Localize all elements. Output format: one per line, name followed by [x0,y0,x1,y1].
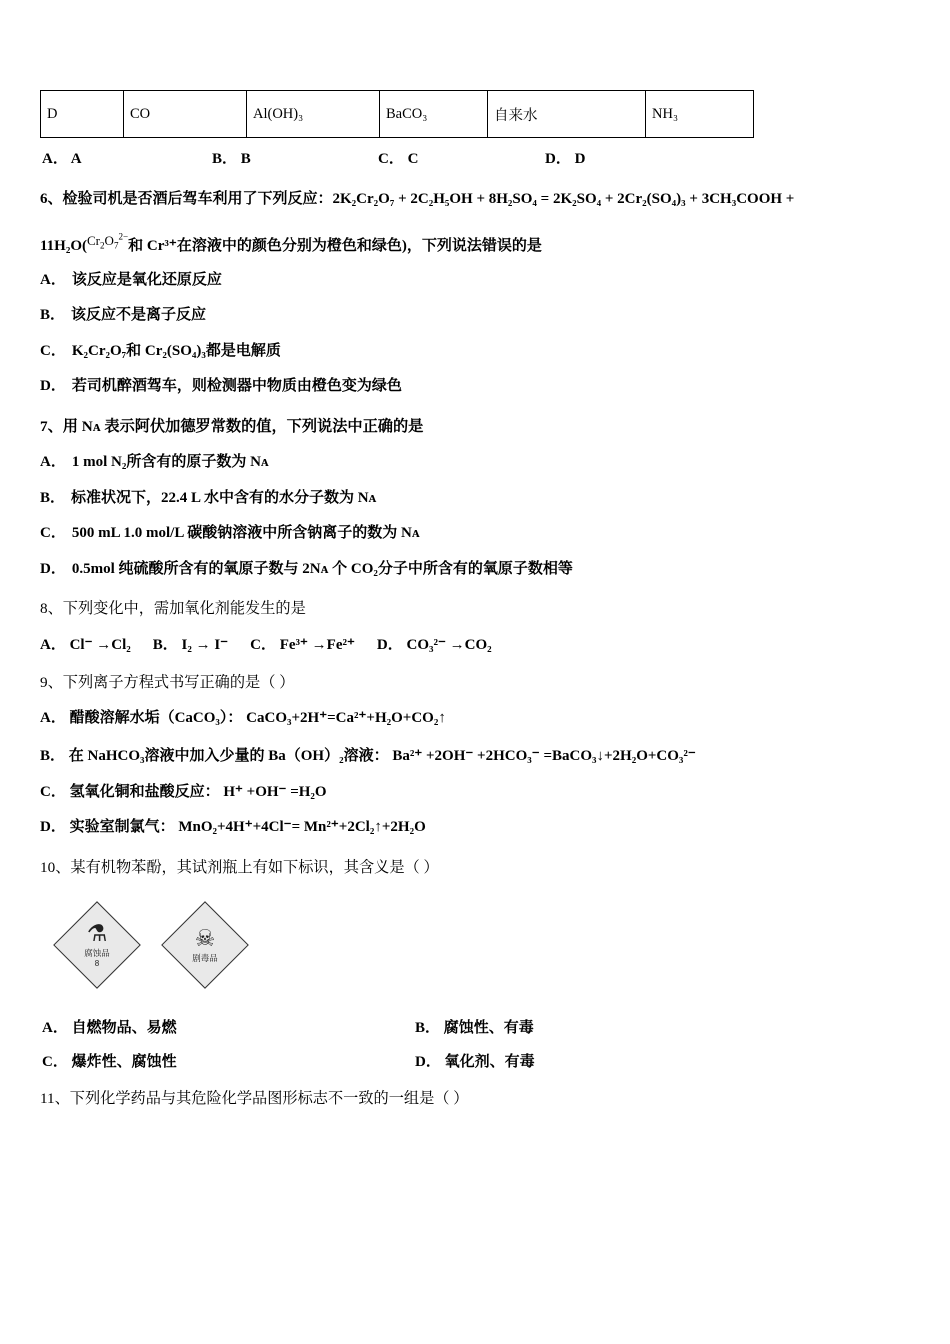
option-label: A． [40,454,66,471]
option-text: 标准状况下，22.4 L 水中含有的水分子数为 Nᴀ [71,489,377,506]
question-7-option-c [40,522,910,545]
question-6-option-d [40,375,910,398]
option-text: 1 mol N₂所含有的原子数为 Nᴀ [71,454,269,471]
option-text: 该反应不是离子反应 [71,307,207,324]
question-9-option-c: C． 氢氧化铜和盐酸反应： H⁺ +OH⁻ =H₂O [40,783,327,800]
question-6-stem-line2 [40,231,910,256]
toxic-hazard-symbol [162,902,248,988]
table-cell-label: D [41,91,124,138]
document-content [40,90,910,1111]
option-text: 氧化剂、有毒 [444,1054,535,1071]
hazard-label: 剧毒品 [192,952,218,963]
question-10-options-row-1 [40,1016,910,1036]
option-text: 0.5mol 纯硫酸所含有的氧原子数与 2Nᴀ 个 CO₂分子中所含有的氧原子数相等 [71,560,573,577]
option-text: 500 mL 1.0 mol/L 碳酸钠溶液中所含钠离子的数为 Nᴀ [71,525,420,542]
option-label: C． [42,1054,68,1071]
option-text: 自燃物品、易燃 [71,1020,177,1037]
option-label: B． [415,1020,441,1037]
question-10-option-a [42,1016,177,1037]
answer-option-a: A． A [42,151,82,167]
question-10-option-b [415,1016,534,1037]
question-9-option-b: B． 在 NaHCO₃溶液中加入少量的 Ba（OH）₂溶液： Ba²⁺ +2OH⁻ +2HCO₃⁻ =BaCO₃↓+2H₂O+CO₃²⁻ [40,747,696,764]
option-text: 腐蚀性、有毒 [443,1020,534,1037]
diamond-content [54,902,140,988]
question-7-stem: 7、用 Nᴀ 表示阿伏加德罗常数的值，下列说法中正确的是 [40,417,424,435]
question-7-option-d [40,558,910,581]
question-10-stem: 10、某有机物苯酚，其试剂瓶上有如下标识，其含义是（ ） [40,858,439,876]
option-label: A． [40,271,66,288]
option-label: D． [40,378,66,395]
skull-icon: ☠ [194,924,216,951]
answer-option-c: C． C [378,151,419,167]
option-text: 爆炸性、腐蚀性 [71,1054,177,1071]
option-label: D． [40,560,66,577]
question-6-option-a [40,269,910,292]
question-9-stem: 9、下列离子方程式书写正确的是（ ） [40,673,295,691]
corrosive-icon: ⚗ [86,920,108,947]
question-10-option-c [42,1050,177,1071]
options-table [40,90,754,138]
question-7-option-b [40,487,910,510]
option-label: C． [40,342,66,359]
table-row [41,91,754,138]
table-cell-tapwater: 自来水 [488,91,646,138]
option-label: D． [415,1054,441,1071]
question-6-stem-line1: 6、检验司机是否酒后驾车利用了下列反应：2K₂Cr₂O₇ + 2C₂H₅OH + 8H₂SO₄ = 2K₂SO₄ + 2Cr₂(SO₄)₃ + 3CH₃COOH + [40,191,795,207]
question-8-option-b: B． I₂ → I⁻ [152,636,229,653]
question-10-option-d [415,1050,535,1071]
option-text: 该反应是氧化还原反应 [71,271,222,288]
question-6-stem-prefix: 11H₂O( [40,238,87,254]
hazard-class-number: 8 [94,959,100,969]
option-label: B． [40,307,66,324]
corrosive-hazard-symbol [54,902,140,988]
table-cell-baco3: BaCO₃ [380,91,488,138]
option-label: A． [42,1020,68,1037]
option-label: B． [40,489,66,506]
question-8-option-a: A． Cl⁻ →Cl₂ [40,636,131,653]
hazard-symbol-group [40,897,910,1002]
question-6-option-c [40,340,910,363]
question-8-option-d: D． CO₃²⁻ →CO₂ [376,636,492,653]
question-10-options-row-2 [40,1050,910,1070]
option-text: 若司机醉酒驾车，则检测器中物质由橙色变为绿色 [71,378,402,395]
question-8-options [40,633,910,654]
question-7-option-a [40,451,910,474]
table-answer-row [40,147,910,167]
answer-option-d: D． D [545,151,586,167]
dichromate-ion-formula: $Cr_2O_7^{2-}$ [87,231,129,251]
hazard-label: 腐蚀品 [84,948,110,959]
option-label: C． [40,525,66,542]
question-9-option-a: A． 醋酸溶解水垢（CaCO₃）： CaCO₃+2H⁺=Ca²⁺+H₂O+CO₂↑ [40,710,446,727]
question-6-option-b [40,304,910,327]
table-cell-nh3: NH₃ [646,91,754,138]
question-9-option-d: D． 实验室制氯气： MnO₂+4H⁺+4Cl⁻= Mn²⁺+2Cl₂↑+2H₂O [40,819,426,836]
table-cell-co: CO [124,91,247,138]
question-8-option-c: C． Fe³⁺ →Fe²⁺ [250,636,355,653]
question-11-stem: 11、下列化学药品与其危险化学品图形标志不一致的一组是（ ） [40,1090,469,1108]
question-6-stem-suffix: 和 Cr³⁺在溶液中的颜色分别为橙色和绿色)，下列说法错误的是 [128,238,542,254]
question-8-stem: 8、下列变化中，需加氧化剂能发生的是 [40,600,306,618]
option-text: K₂Cr₂O₇和 Cr₂(SO₄)₃都是电解质 [71,342,281,359]
diamond-content [162,902,248,988]
answer-option-b: B． B [212,151,251,167]
table-cell-aloh3: Al(OH)₃ [247,91,380,138]
